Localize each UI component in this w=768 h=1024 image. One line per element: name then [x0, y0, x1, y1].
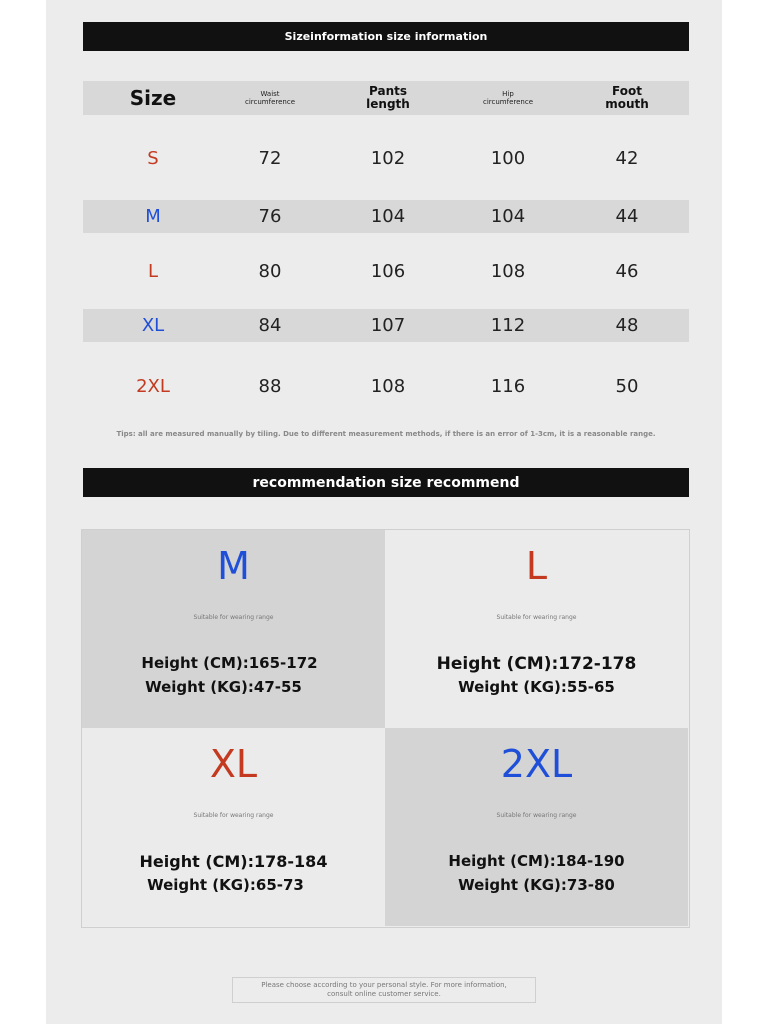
footer-note-text: Please choose according to your personal style. For more information, consult online customer service.	[261, 981, 507, 998]
row-waist: 88	[258, 375, 282, 397]
recommend-size: XL	[209, 742, 258, 786]
row-size: XL	[141, 315, 165, 336]
row-size: L	[147, 260, 159, 282]
weight-range: Weight (KG):47-55	[145, 678, 302, 696]
weight-range: Weight (KG):55-65	[458, 678, 615, 696]
row-pants-length: 107	[370, 315, 406, 336]
suitable-label: Suitable for wearing range	[496, 614, 577, 621]
table-header	[83, 81, 689, 115]
row-waist: 80	[258, 260, 282, 282]
row-foot-mouth: 42	[615, 147, 639, 169]
row-foot-mouth: 44	[615, 206, 639, 227]
height-range: Height (CM):172-178	[436, 654, 637, 674]
row-hip: 112	[490, 315, 526, 336]
recommend-size: M	[217, 544, 250, 588]
row-hip: 100	[490, 147, 526, 169]
weight-range: Weight (KG):65-73	[147, 876, 304, 894]
size-information-bar	[83, 22, 689, 51]
table-row	[83, 246, 689, 296]
row-foot-mouth: 48	[615, 315, 639, 336]
suitable-label: Suitable for wearing range	[193, 812, 274, 819]
row-size: S	[147, 147, 159, 169]
table-row	[83, 200, 689, 233]
header-hip: Hip circumference	[482, 90, 533, 106]
weight-range: Weight (KG):73-80	[458, 876, 615, 894]
table-row	[83, 361, 689, 411]
table-row	[83, 133, 689, 183]
row-pants-length: 104	[370, 206, 406, 227]
row-waist: 76	[258, 206, 282, 227]
row-waist: 84	[258, 315, 282, 336]
header-waist: Waist circumference	[245, 90, 296, 106]
recommend-card-xl	[82, 728, 385, 926]
recommend-size: L	[525, 544, 548, 588]
row-pants-length: 102	[370, 147, 406, 169]
recommend-grid	[81, 529, 690, 928]
suitable-label: Suitable for wearing range	[496, 812, 577, 819]
table-row	[83, 309, 689, 342]
recommend-card-m	[82, 530, 385, 728]
header-foot-mouth: Foot mouth	[605, 84, 649, 111]
size-recommend-bar	[83, 468, 689, 497]
row-foot-mouth: 46	[615, 260, 639, 282]
suitable-label: Suitable for wearing range	[193, 614, 274, 621]
row-hip: 116	[490, 375, 526, 397]
height-range: Height (CM):165-172	[141, 654, 318, 672]
measurement-tips: Tips: all are measured manually by tiling. Due to different measurement methods, if there is an error of 1-3cm, it is a reasonable range.	[116, 430, 656, 438]
height-range: Height (CM):178-184	[139, 852, 328, 871]
height-range: Height (CM):184-190	[448, 852, 625, 870]
row-size: M	[145, 206, 161, 227]
recommend-card-l	[385, 530, 688, 728]
row-hip: 104	[490, 206, 526, 227]
size-information-title: Sizeinformation size information	[284, 30, 488, 43]
footer-note	[232, 977, 536, 1003]
header-pants-length: Pants length	[366, 84, 410, 111]
row-pants-length: 106	[370, 260, 406, 282]
row-size: 2XL	[136, 375, 170, 397]
header-size: Size	[129, 86, 177, 110]
recommend-size: 2XL	[500, 742, 573, 786]
recommend-card-2xl	[385, 728, 688, 926]
size-recommend-title: recommendation size recommend	[252, 474, 520, 491]
row-foot-mouth: 50	[615, 375, 639, 397]
row-waist: 72	[258, 147, 282, 169]
row-pants-length: 108	[370, 375, 406, 397]
row-hip: 108	[490, 260, 526, 282]
